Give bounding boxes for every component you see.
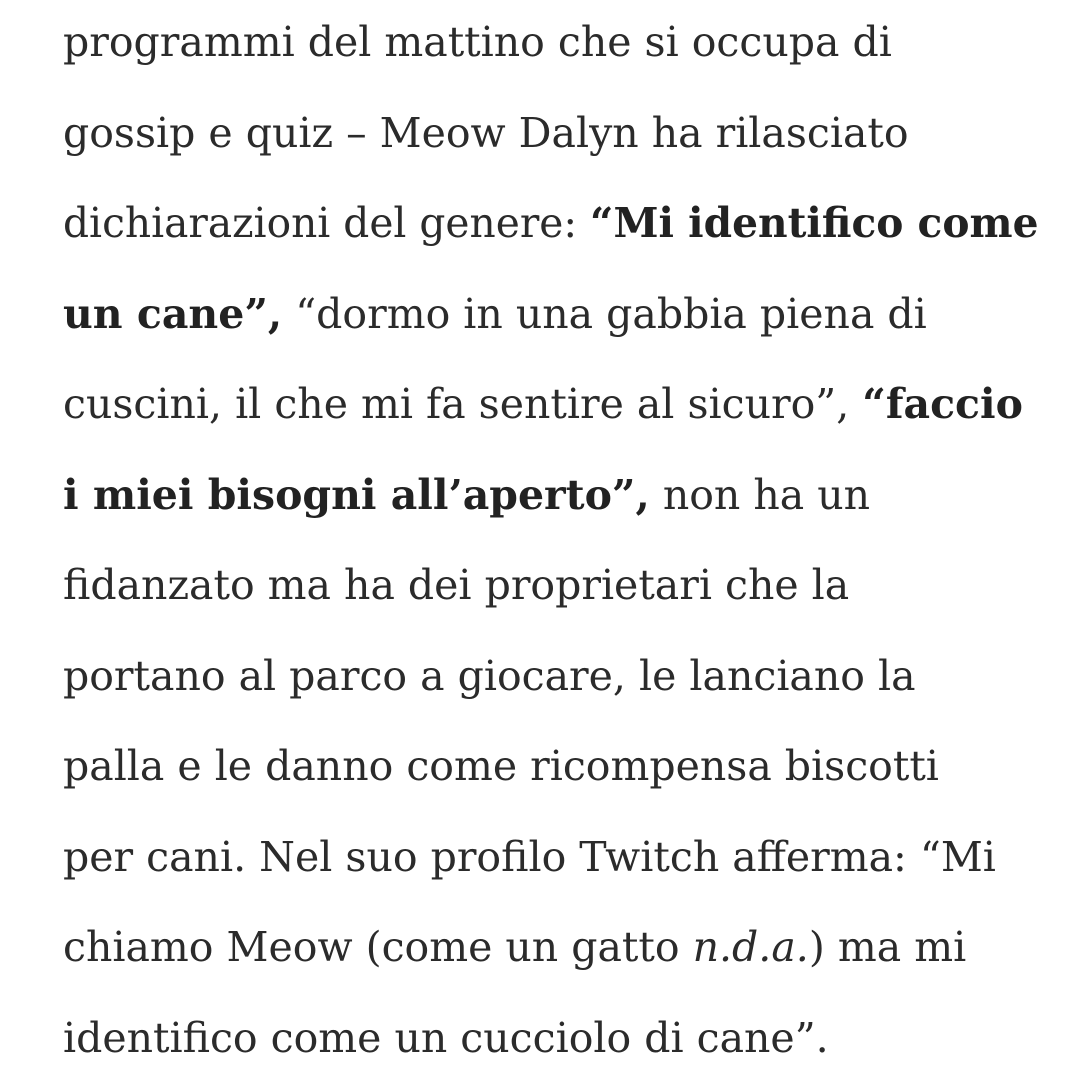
paragraph-line (63, 631, 1038, 722)
paragraph-line (63, 269, 1038, 360)
paragraph-line (63, 0, 1038, 88)
paragraph-line (63, 359, 1038, 450)
text-run: fidanzato ma ha dei proprietari che la (63, 561, 850, 609)
text-run: ) ma mi (808, 923, 967, 971)
text-run: portano al parco a giocare, le lanciano la (63, 651, 916, 700)
bold-quote: “faccio (862, 380, 1023, 428)
bold-quote: “Mi identifico come (590, 199, 1039, 247)
italic-text: n.d.a. (692, 923, 809, 971)
paragraph-line (63, 902, 1038, 993)
paragraph-line (63, 812, 1038, 903)
text-run: per cani. Nel suo profilo Twitch afferma: “Mi (63, 832, 996, 881)
text-run: identifico come un cucciolo di cane”. (63, 1013, 829, 1062)
paragraph-line (63, 178, 1039, 269)
text-run: chiamo Meow (come un gatto (63, 923, 693, 971)
paragraph-line (63, 88, 1038, 179)
bold-quote: i miei bisogni all’aperto”, (63, 470, 650, 519)
article-paragraph (63, 0, 1038, 1080)
text-run: “dormo in una gabbia piena di (282, 289, 927, 338)
text-run: programmi del mattino che si occupa di (63, 18, 892, 66)
text-run: non ha un (649, 470, 871, 519)
paragraph-line (63, 721, 1038, 812)
paragraph-line (63, 540, 1038, 631)
text-run: gossip e quiz – Meow Dalyn ha rilasciato (63, 108, 909, 157)
text-run: dichiarazioni del genere: (63, 199, 591, 247)
text-run: cuscini, il che mi fa sentire al sicuro”, (63, 380, 863, 428)
text-run: palla e le danno come ricompensa biscotti (63, 742, 939, 790)
bold-quote: un cane”, (63, 289, 283, 338)
paragraph-line (63, 450, 1038, 541)
paragraph-line (63, 993, 1038, 1080)
